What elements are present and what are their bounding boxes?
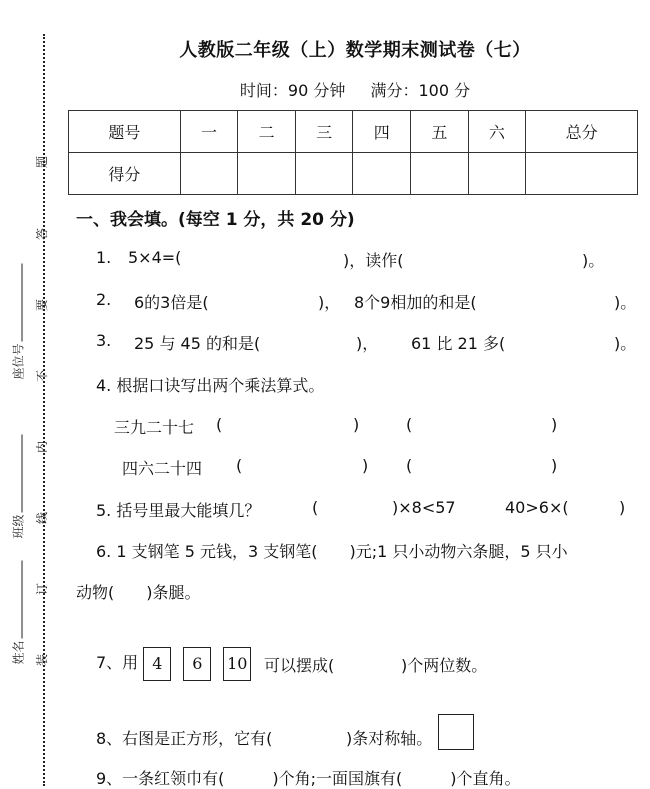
q4b-paren: (: [406, 456, 413, 475]
seal-char: 题: [35, 155, 50, 169]
score-row-label: 得分: [69, 153, 181, 195]
question-4: 4. 根据口诀写出两个乘法算式。: [96, 376, 325, 395]
q5-expr-a: )×8<57: [392, 498, 456, 517]
class-field[interactable]: [12, 434, 25, 538]
question-7: [96, 646, 257, 682]
header-cell: 六: [468, 111, 526, 153]
q4a-paren: ): [551, 415, 558, 434]
seal-char: 要: [35, 298, 50, 312]
score-cell[interactable]: [468, 153, 526, 195]
seal-char: 答: [35, 227, 50, 241]
q5-expr-b: 40>6×(: [505, 498, 569, 517]
seal-char: 内: [35, 440, 50, 454]
q7-text-b: 可以摆成(: [264, 656, 335, 675]
score-cell[interactable]: [353, 153, 411, 195]
question-9: 9、一条红领巾有( )个角;一面国旗有( )个直角。: [96, 769, 521, 788]
square-figure: [438, 714, 474, 750]
number-card: 6: [183, 647, 211, 681]
q2-text-d: )。: [614, 293, 637, 312]
q2-text-a: 6的3倍是(: [134, 293, 209, 312]
q3-text-d: )。: [614, 334, 637, 353]
q7-text-c: )个两位数。: [401, 656, 488, 675]
time-label: 时间：90 分钟: [239, 81, 346, 100]
section-1-heading: 一、我会填。(每空 1 分，共 20 分): [76, 210, 355, 230]
score-table: [68, 110, 638, 195]
score-cell[interactable]: [526, 153, 638, 195]
q4a-paren: (: [406, 415, 413, 434]
seat-number-label: 座位号: [11, 343, 26, 380]
q4b-paren: ): [551, 456, 558, 475]
score-table-header-row: [69, 111, 638, 153]
name-field[interactable]: [12, 560, 25, 664]
seal-char: 装: [35, 653, 50, 667]
q2-number: 2.: [96, 290, 112, 309]
q3-text-c: 61 比 21 多(: [411, 334, 506, 353]
header-cell: 三: [295, 111, 353, 153]
score-cell[interactable]: [295, 153, 353, 195]
exam-info: [60, 78, 650, 101]
q3-text-b: )，: [356, 334, 379, 353]
score-cell[interactable]: [411, 153, 469, 195]
q1-text-a: 5×4=(: [128, 248, 182, 267]
binding-dotted-line: [43, 34, 45, 786]
header-cell: 二: [238, 111, 296, 153]
header-cell: 五: [411, 111, 469, 153]
binding-margin: [0, 0, 60, 786]
header-cell: 一: [180, 111, 238, 153]
question-6-line-2: 动物( )条腿。: [76, 583, 201, 602]
seat-number-field[interactable]: [12, 263, 25, 379]
q8-text-a: 8、右图是正方形，它有(: [96, 729, 273, 748]
name-label: 姓名: [11, 640, 26, 665]
q4b-paren: ): [362, 456, 369, 475]
number-card: 4: [143, 647, 171, 681]
header-cell: 四: [353, 111, 411, 153]
score-table-score-row: [69, 153, 638, 195]
q7-prompt: 7、用: [96, 653, 139, 672]
q3-number: 3.: [96, 331, 112, 350]
q4a-rhyme: 三九二十七: [114, 418, 195, 437]
score-cell[interactable]: [238, 153, 296, 195]
q4b-rhyme: 四六二十四: [122, 459, 203, 478]
q1-text-b: )，读作(: [343, 251, 404, 270]
full-score-label: 满分：100 分: [370, 81, 471, 100]
q4a-paren: ): [353, 415, 360, 434]
seal-char: 线: [35, 511, 50, 525]
q1-number: 1.: [96, 248, 112, 267]
question-6-line-1: 6. 1 支钢笔 5 元钱，3 支钢笔( )元;1 只小动物六条腿，5 只小: [96, 542, 568, 561]
q4a-paren: (: [216, 415, 223, 434]
q5-prompt: 5. 括号里最大能填几？: [96, 501, 261, 520]
q1-text-c: )。: [582, 251, 605, 270]
seal-char: 订: [35, 582, 50, 596]
q8-text-b: )条对称轴。: [346, 729, 433, 748]
q4b-paren: (: [236, 456, 243, 475]
q2-text-c: 8个9相加的和是(: [354, 293, 477, 312]
class-label: 班级: [11, 514, 26, 539]
q5-paren: ): [619, 498, 626, 517]
exam-title: 人教版二年级（上）数学期末测试卷（七）: [179, 40, 531, 61]
header-cell: 题号: [69, 111, 181, 153]
score-cell[interactable]: [180, 153, 238, 195]
seal-char: 不: [35, 369, 50, 383]
q2-text-b: )，: [318, 293, 341, 312]
q3-text-a: 25 与 45 的和是(: [134, 334, 261, 353]
header-cell: 总分: [526, 111, 638, 153]
q5-paren: (: [312, 498, 319, 517]
number-card: 10: [223, 647, 251, 681]
